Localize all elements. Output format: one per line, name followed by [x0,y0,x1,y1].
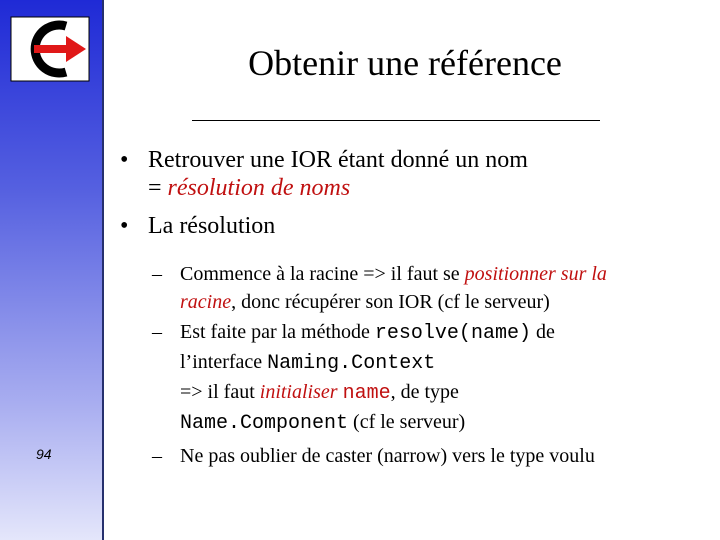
emphasis-text: résolution de noms [167,175,351,201]
bullet-item-resolution [118,212,708,240]
emphasis-text: racine [180,291,232,313]
sub-bullet-text: Ne pas oublier de caster (narrow) vers le type voulu [180,445,595,467]
code-text: Name.Component [180,412,349,435]
sub-bullet-text: l’interface [180,351,268,373]
bullet-item-ior [118,146,708,202]
sub-bullet-narrow [118,442,708,470]
bullet-text: Retrouver une IOR étant donné un nom [148,147,528,173]
slide-content [118,146,708,470]
slide-title: Obtenir une référence [248,43,562,83]
sub-bullet-text: de [530,321,555,343]
emphasis-text: initialiser [259,381,338,403]
bullet-icon: • [120,213,129,239]
dash-icon: – [152,321,162,343]
code-text: resolve(name) [374,322,531,345]
title-underline [192,120,600,121]
sidebar-divider [102,0,104,540]
sub-bullet-text: , donc récupérer son IOR (cf le serveur) [231,291,550,313]
sub-bullet-text: , de type [390,381,459,403]
sub-bullet-text: Commence à la racine => il faut se [180,263,465,285]
bullet-text: = [148,175,168,201]
sub-bullet-root [118,260,708,316]
code-text: name [342,382,391,405]
sub-bullet-text: (cf le serveur) [348,411,466,433]
dash-icon: – [152,445,162,467]
bullet-icon: • [120,147,129,173]
bullet-text: La résolution [148,213,276,239]
dash-icon: – [152,263,162,285]
sub-bullet-text: => il faut [180,381,260,403]
slide-number: 94 [36,446,52,462]
logo-icon [10,16,90,82]
emphasis-text: positionner sur la [464,263,607,285]
sub-bullet-method [118,318,708,438]
code-text: Naming.Context [267,352,436,375]
sub-bullet-text: Est faite par la méthode [180,321,375,343]
